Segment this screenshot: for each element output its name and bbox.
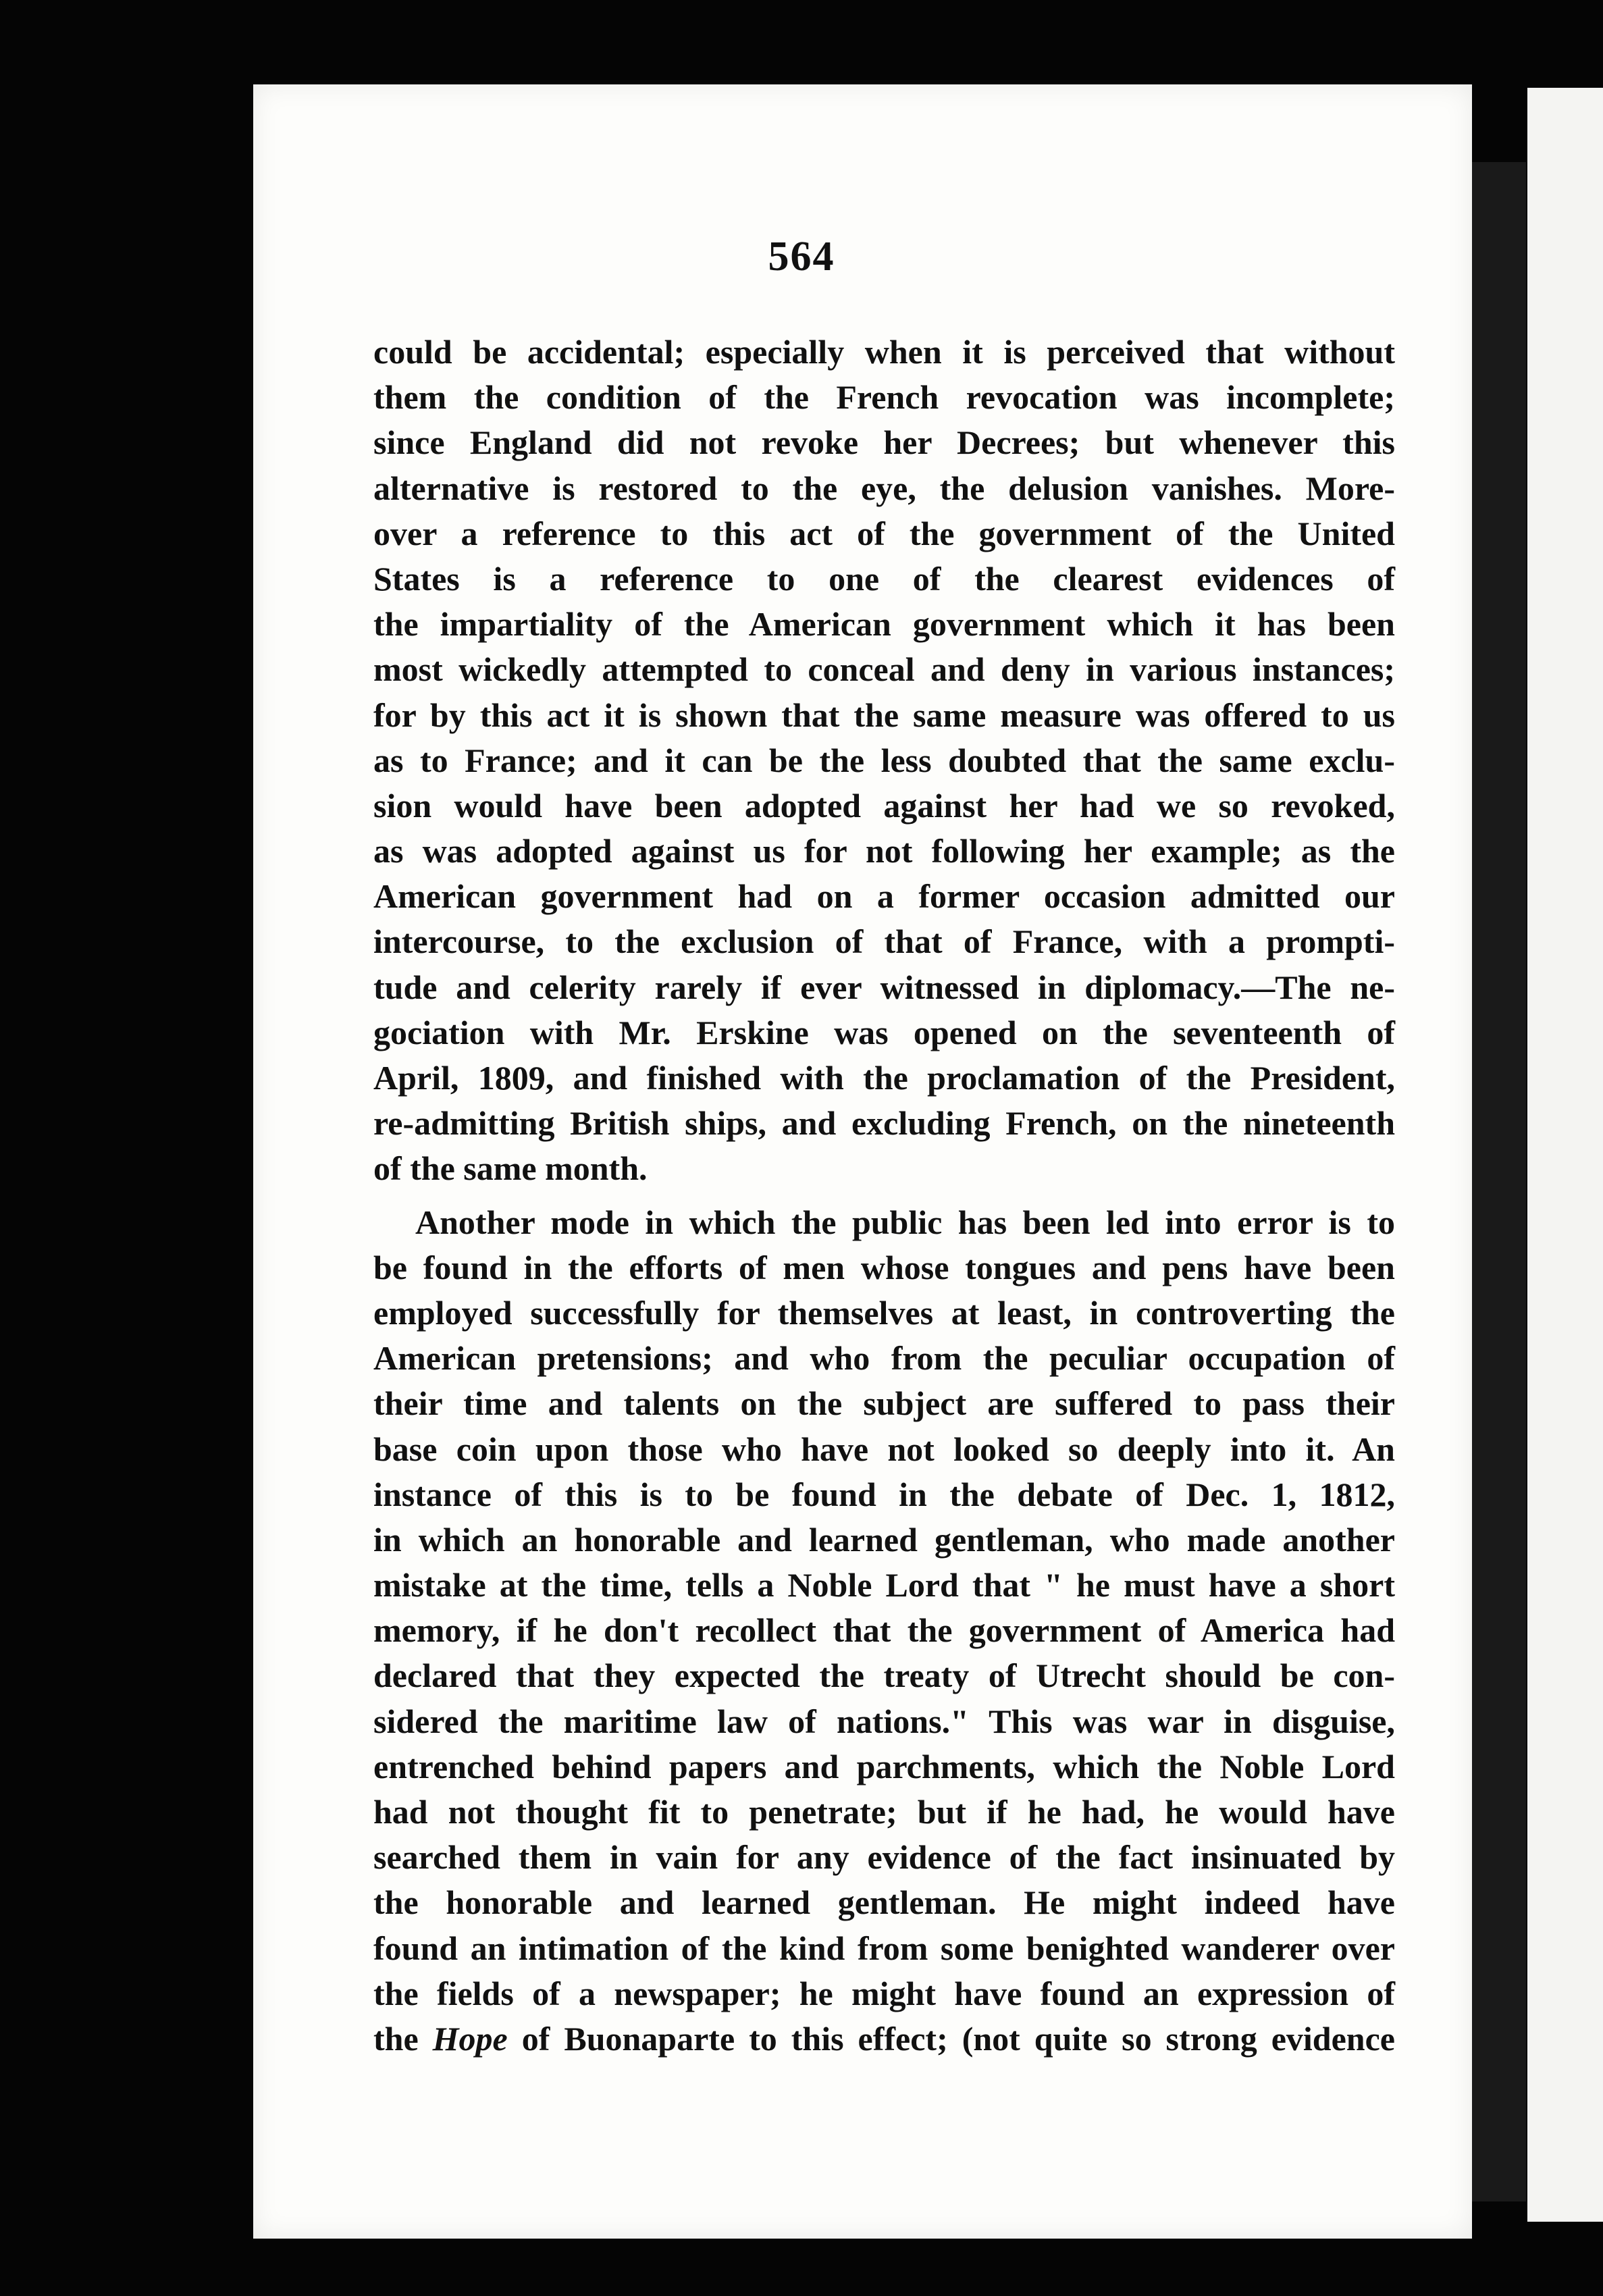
text-line: alternative is restored to the eye, the delusion vanishes. More- [373, 469, 1395, 507]
text-fragment: the [373, 2019, 433, 2058]
text-line: April, 1809, and finished with the proclamation of the President, [373, 1059, 1395, 1097]
text-line: be found in the efforts of men whose tongues and pens have been [373, 1248, 1395, 1286]
text-line: had not thought fit to penetrate; but if he had, he would have [373, 1793, 1395, 1831]
text-line: declared that they expected the treaty of Utrecht should be con- [373, 1656, 1395, 1695]
text-fragment: of Buonaparte to this effect; (not quite so strong evidence [507, 2019, 1395, 2058]
text-line: gociation with Mr. Erskine was opened on the seventeenth of [373, 1013, 1395, 1051]
text-line: of the same month. [373, 1149, 648, 1188]
text-line: as was adopted against us for not following her example; as the [373, 832, 1395, 870]
paragraph-2 [373, 1200, 1395, 2062]
text-line: searched them in vain for any evidence of the fact insinuated by [373, 1838, 1395, 1877]
text-line: American government had on a former occasion admitted our [373, 877, 1395, 916]
text-line: base coin upon those who have not looked so deeply into it. An [373, 1430, 1395, 1468]
text-line: them the condition of the French revocation was incomplete; [373, 378, 1395, 417]
text-line: re-admitting British ships, and excluding French, on the nineteenth [373, 1104, 1395, 1143]
text-line: employed successfully for themselves at least, in controverting the [373, 1293, 1395, 1332]
text-line: entrenched behind papers and parchments, which the Noble Lord [373, 1747, 1395, 1785]
text-line: for by this act it is shown that the same measure was offered to us [373, 696, 1395, 734]
body-text [373, 330, 1395, 2062]
page-number: 564 [768, 234, 835, 280]
text-line: sion would have been adopted against her had we so revoked, [373, 786, 1395, 825]
text-line: the honorable and learned gentleman. He might indeed have [373, 1883, 1395, 1922]
paragraph-1 [373, 330, 1395, 1192]
text-line: the fields of a newspaper; he might have found an expression of [373, 1974, 1395, 2012]
text-line: found an intimation of the kind from some benighted wanderer over [373, 1929, 1395, 1967]
next-page-edge [1527, 88, 1603, 2222]
text-line: American pretensions; and who from the peculiar occupation of [373, 1339, 1395, 1378]
text-line: States is a reference to one of the clearest evidences of [373, 559, 1395, 598]
text-line: most wickedly attempted to conceal and deny in various instances; [373, 650, 1395, 689]
text-line: in which an honorable and learned gentleman, who made another [373, 1520, 1395, 1559]
italic-word: Hope [432, 2019, 508, 2058]
text-line: tude and celerity rarely if ever witnessed in diplomacy.—The ne- [373, 968, 1395, 1006]
text-line: the impartiality of the American government which it has been [373, 605, 1395, 644]
text-line: memory, if he don't recollect that the government of America had [373, 1611, 1395, 1650]
text-line: sidered the maritime law of nations." This was war in disguise, [373, 1702, 1395, 1740]
paragraph-gap [373, 1192, 1395, 1200]
text-line: mistake at the time, tells a Noble Lord that " he must have a short [373, 1566, 1395, 1604]
text-line: intercourse, to the exclusion of that of France, with a prompti- [373, 922, 1395, 961]
text-line: over a reference to this act of the government of the United [373, 514, 1395, 552]
text-line: instance of this is to be found in the debate of Dec. 1, 1812, [373, 1475, 1395, 1513]
text-line: their time and talents on the subject are suffered to pass their [373, 1384, 1395, 1423]
text-line: could be accidental; especially when it is perceived that without [373, 333, 1395, 371]
text-line: since England did not revoke her Decrees; but whenever this [373, 423, 1395, 462]
text-line: Another mode in which the public has been led into error is to [415, 1203, 1395, 1241]
page-gutter-shadow [1472, 162, 1526, 2201]
text-line-final [373, 2016, 1395, 2062]
text-line: as to France; and it can be the less doubted that the same exclu- [373, 741, 1395, 779]
